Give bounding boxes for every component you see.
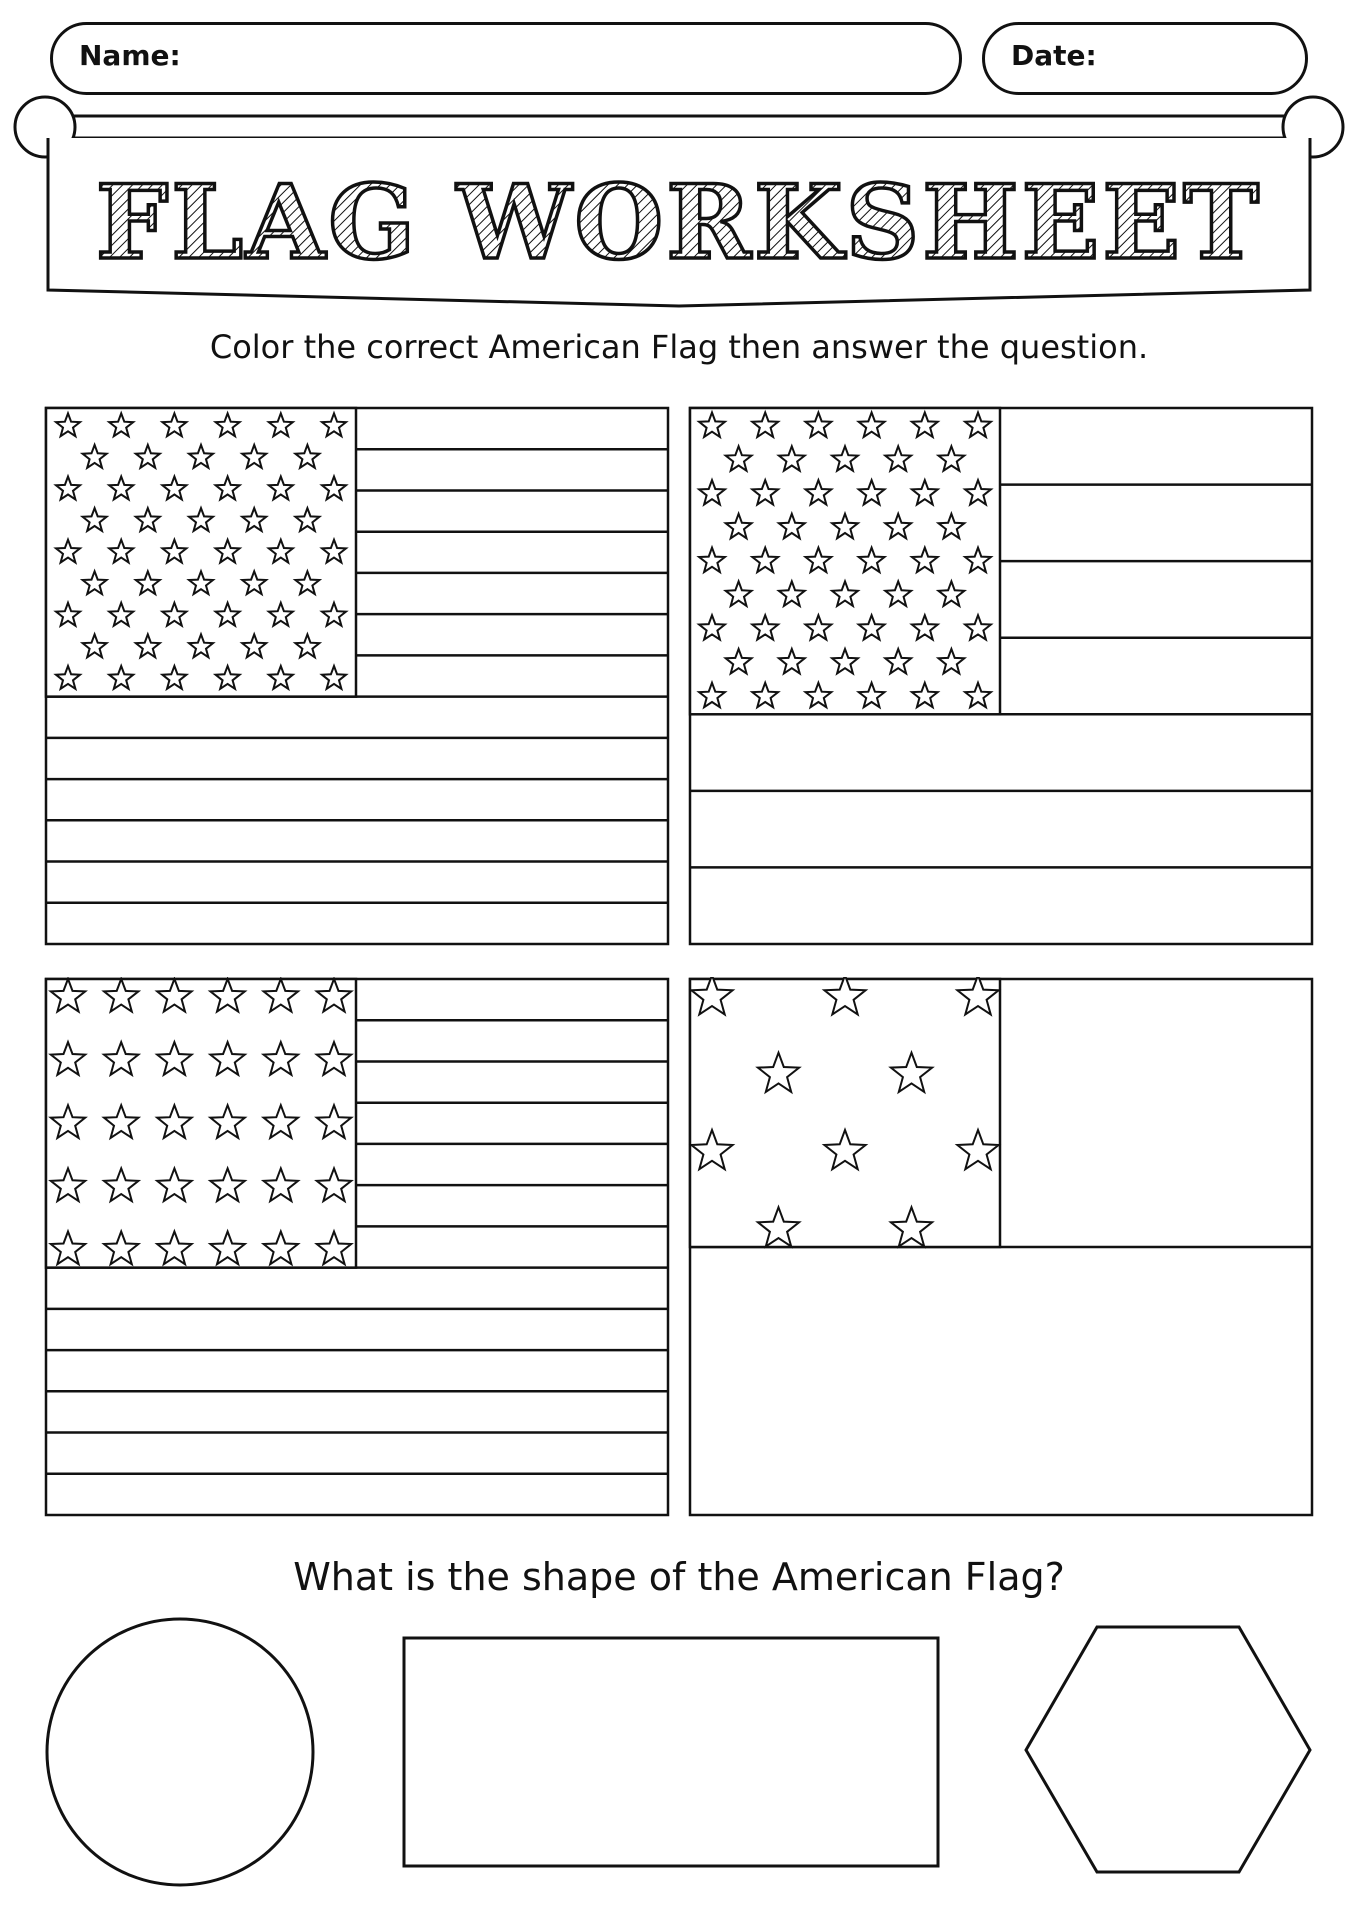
question-text: What is the shape of the American Flag? xyxy=(293,1555,1065,1599)
name-label: Name: xyxy=(79,39,181,72)
page-title: FLAG WORKSHEET xyxy=(95,163,1263,283)
flag-option-c[interactable] xyxy=(44,977,670,1519)
flag-option-b[interactable] xyxy=(688,406,1314,948)
answer-rectangle[interactable] xyxy=(404,1638,938,1866)
answer-hexagon[interactable] xyxy=(1026,1627,1310,1872)
instruction-text: Color the correct American Flag then answer the question. xyxy=(209,328,1149,366)
flag-canton xyxy=(690,979,1000,1247)
date-label: Date: xyxy=(1011,39,1097,72)
flag-option-d[interactable] xyxy=(688,977,1314,1519)
answer-shapes xyxy=(0,1610,1358,1910)
title-banner xyxy=(0,0,1358,330)
flag-option-a[interactable] xyxy=(44,406,670,948)
flag-canton xyxy=(46,979,356,1268)
answer-circle[interactable] xyxy=(47,1619,313,1885)
